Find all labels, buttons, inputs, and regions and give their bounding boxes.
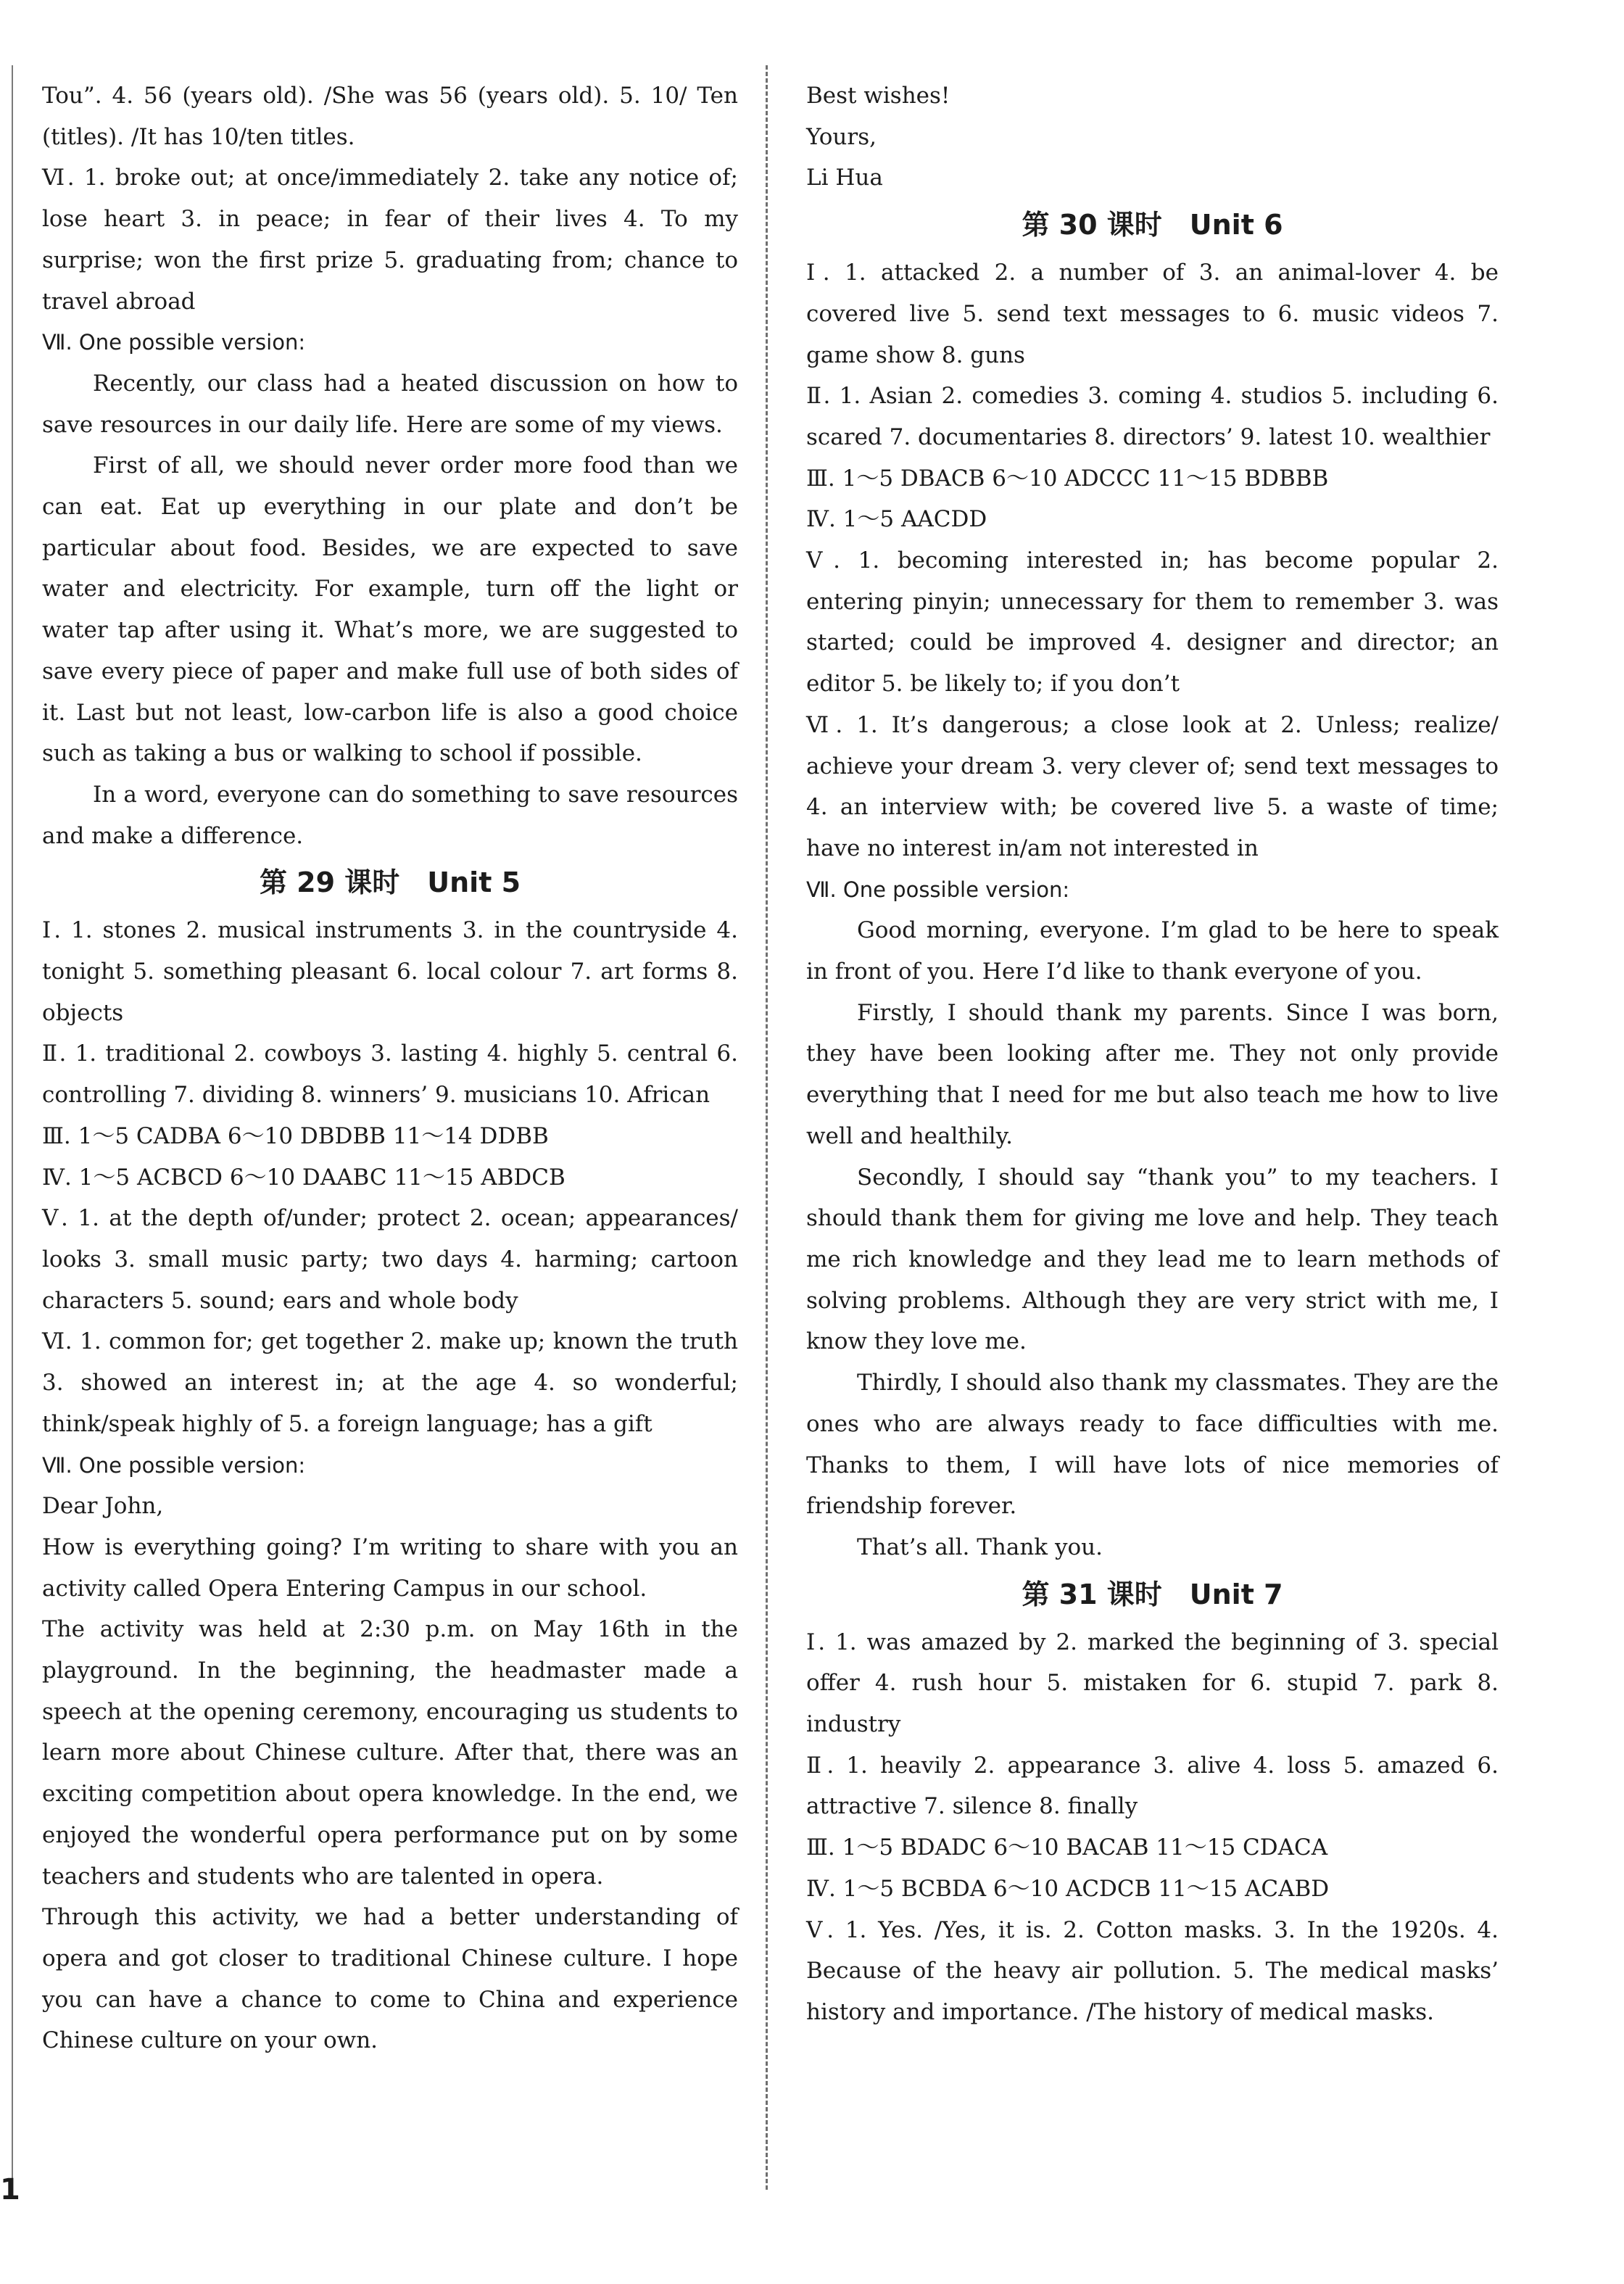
essay-paragraph: Firstly, I should thank my parents. Since I was born, they have been looking after me. They not only provide everything that I need for me but also teach me how to live well and healthily. bbox=[806, 999, 1499, 1149]
answer-line: Ⅲ. 1～5 DBACB 6～10 ADCCC 11～15 BDBBB bbox=[806, 465, 1329, 492]
essay-paragraph: Good morning, everyone. I’m glad to be here to speak in front of you. Here I’d like to thank everyone of you. bbox=[806, 917, 1499, 985]
answer-line: Ⅵ. 1. It’s dangerous; a close look at 2. Unless; realize/ achieve your dream 3. very clever of; send text messages to 4. an interview with; be covered live 5. a waste of time; have no interest in/am not interested in bbox=[806, 711, 1499, 861]
answer-line: Ⅴ. 1. becoming interested in; has become popular 2. entering pinyin; unnecessary for them to remember 3. was started; could be improved 4. designer and director; an editor 5. be likely to; if you don’t bbox=[806, 547, 1499, 698]
letter-closing: Yours, bbox=[806, 123, 877, 150]
answer-line: Ⅲ. 1～5 BDADC 6～10 BACAB 11～15 CDACA bbox=[806, 1834, 1328, 1861]
letter-closing: Best wishes! bbox=[806, 83, 950, 109]
answer-line: Ⅴ. 1. Yes. /Yes, it is. 2. Cotton masks. 3. In the 1920s. 4. Because of the heavy air pollution. 5. The medical masks’ history and importance. /The history of medical masks. bbox=[806, 1916, 1499, 2025]
letter-line: The activity was held at 2:30 p.m. on May 16th in the playground. In the beginning, the headmaster made a speech at the opening ceremony, encouraging us students to learn more about Chinese culture. After that, there was an exciting competition about opera knowledge. In the end, we enjoyed the wonderful opera performance put on by some teachers and students who are talented in opera. bbox=[42, 1616, 738, 1890]
essay-label: Ⅶ. One possible version: bbox=[806, 877, 1070, 902]
answer-line: Ⅱ. 1. traditional 2. cowboys 3. lasting 4. highly 5. central 6. controlling 7. dividing 8. winners’ 9. musicians 10. African bbox=[42, 1040, 738, 1109]
answer-line: Ⅳ. 1～5 ACBCD 6～10 DAABC 11～15 ABDCB bbox=[42, 1164, 566, 1191]
answer-line: Ⅵ. 1. broke out; at once/immediately 2. take any notice of; lose heart 3. in peace; in fear of their lives 4. To my surprise; won the first prize 5. graduating from; chance to travel abroad bbox=[42, 165, 738, 315]
essay-paragraph: Secondly, I should say “thank you” to my teachers. I should thank them for giving me love and help. They teach me rich knowledge and they lead me to learn methods of solving problems. Although they are very strict with me, I know they love me. bbox=[806, 1164, 1499, 1355]
essay-paragraph: First of all, we should never order more food than we can eat. Eat up everything in our plate and don’t be particular about food. Besides, we are expected to save water and electricity. For example, turn off the light or water tap after using it. What’s more, we are suggested to save every piece of paper and make full use of both sides of it. Last but not least, low-carbon life is also a good choice such as taking a bus or walking to school if possible. bbox=[42, 452, 738, 767]
letter-line: Through this activity, we had a better understanding of opera and got closer to traditional Chinese culture. I hope you can have a chance to come to China and experience Chinese culture on your own. bbox=[42, 1904, 738, 2054]
essay-paragraph: Thirdly, I should also thank my classmates. They are the ones who are always ready to face difficulties with me. Thanks to them, I will have lots of nice memories of friendship forever. bbox=[806, 1370, 1499, 1520]
answer-line: Ⅰ. 1. was amazed by 2. marked the beginning of 3. special offer 4. rush hour 5. mistaken for 6. stupid 7. park 8. industry bbox=[806, 1629, 1499, 1738]
essay-paragraph: Recently, our class had a heated discussion on how to save resources in our daily life. Here are some of my views. bbox=[42, 370, 738, 438]
answer-line: Ⅰ. 1. stones 2. musical instruments 3. in the countryside 4. tonight 5. something pleasant 6. local colour 7. art forms 8. objects bbox=[42, 917, 738, 1026]
answer-line: Ⅰ. 1. attacked 2. a number of 3. an animal-lover 4. be covered live 5. send text messages to 6. music videos 7. game show 8. guns bbox=[806, 260, 1499, 368]
lesson-31-heading: 第 31 课时 Unit 7 bbox=[1022, 1578, 1283, 1610]
essay-label: Ⅶ. One possible version: bbox=[42, 330, 306, 355]
essay-paragraph: That’s all. Thank you. bbox=[857, 1534, 1103, 1560]
lesson-29-heading: 第 29 课时 Unit 5 bbox=[259, 866, 521, 899]
letter-signature: Li Hua bbox=[806, 165, 883, 191]
lesson-30-heading: 第 30 课时 Unit 6 bbox=[1022, 209, 1283, 241]
margin-rule bbox=[12, 65, 13, 2190]
answer-line: Ⅳ. 1～5 AACDD bbox=[806, 506, 987, 533]
answer-line: Ⅵ. 1. common for; get together 2. make up; known the truth 3. showed an interest in; at the age 4. so wonderful; think/speak highly of 5. a foreign language; has a gift bbox=[42, 1328, 738, 1437]
letter-line: How is everything going? I’m writing to share with you an activity called Opera Entering Campus in our school. bbox=[42, 1534, 738, 1602]
letter-line: Dear John, bbox=[42, 1493, 164, 1520]
left-column bbox=[42, 75, 738, 2061]
answer-line: Ⅱ. 1. heavily 2. appearance 3. alive 4. loss 5. amazed 6. attractive 7. silence 8. finally bbox=[806, 1752, 1499, 1820]
answer-line: Ⅲ. 1～5 CADBA 6～10 DBDBB 11～14 DDBB bbox=[42, 1122, 549, 1149]
essay-label: Ⅶ. One possible version: bbox=[42, 1452, 306, 1478]
page-number: 1 bbox=[0, 2173, 20, 2206]
answer-line: Ⅱ. 1. Asian 2. comedies 3. coming 4. studios 5. including 6. scared 7. documentaries 8. directors’ 9. latest 10. wealthier bbox=[806, 383, 1499, 450]
answer-line: Ⅳ. 1～5 BCBDA 6～10 ACDCB 11～15 ACABD bbox=[806, 1875, 1330, 1902]
answer-line: Ⅴ. 1. at the depth of/under; protect 2. ocean; appearances/ looks 3. small music party; two days 4. harming; cartoon characters 5. sound; ears and whole body bbox=[42, 1205, 738, 1314]
answer-line: Tou”. 4. 56 (years old). /She was 56 (years old). 5. 10/ Ten (titles). /It has 10/ten titles. bbox=[42, 83, 738, 150]
essay-paragraph: In a word, everyone can do something to save resources and make a difference. bbox=[42, 781, 738, 849]
column-divider bbox=[766, 65, 768, 2190]
right-column bbox=[806, 75, 1499, 2033]
